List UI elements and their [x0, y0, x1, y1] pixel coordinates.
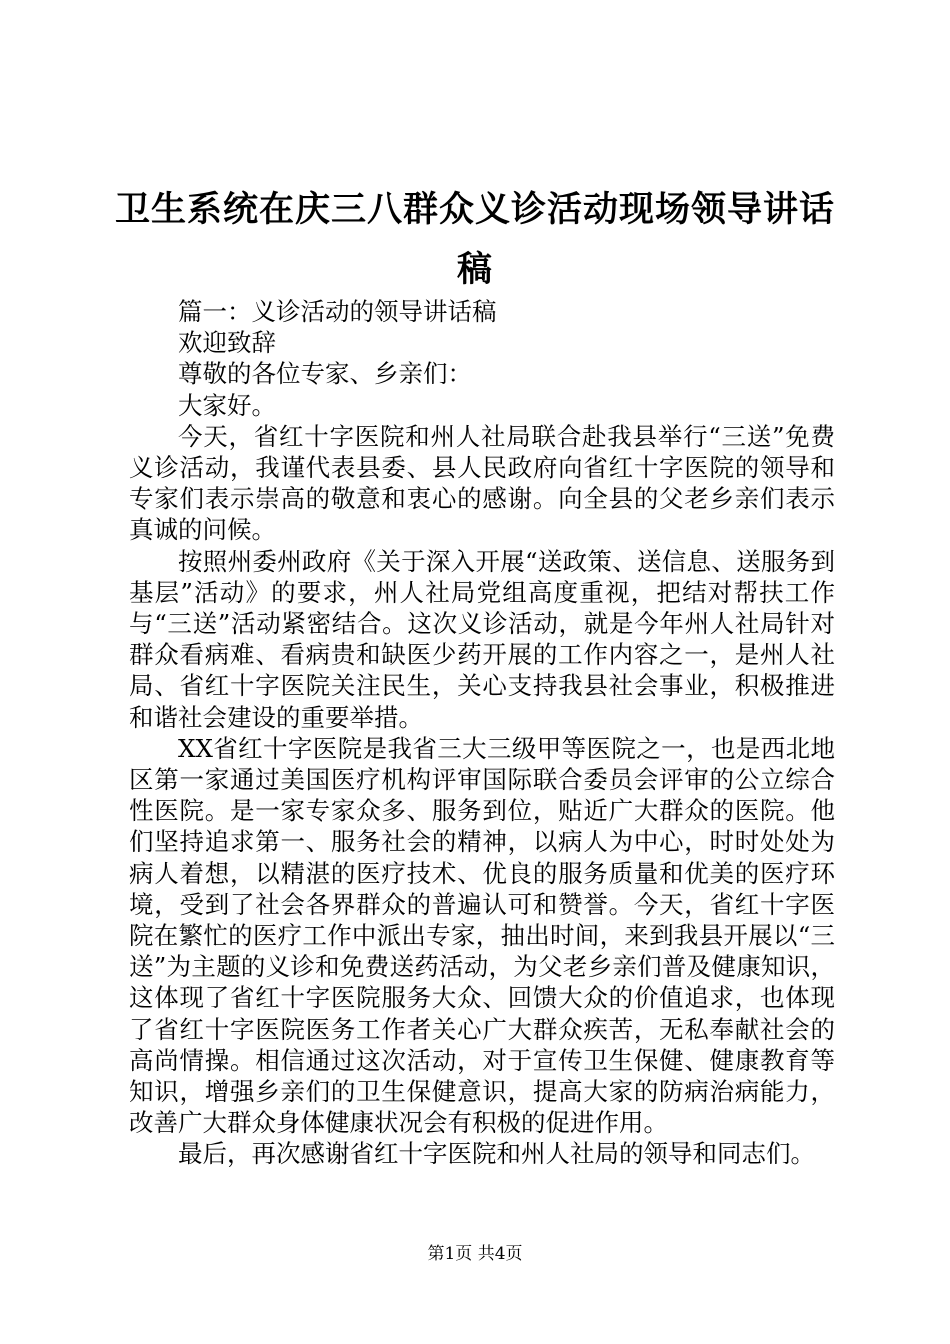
document-title: 卫生系统在庆三八群众义诊活动现场领导讲话稿: [114, 190, 835, 290]
paragraph: 按照州委州政府《关于深入开展“送政策、送信息、送服务到基层”活动》的要求，州人社局党组高度重视，把结对帮扶工作与“三送”活动紧密结合。这次义诊活动，就是今年州人社局针对群众看病难、看病贵和缺医少药开展的工作内容之一，是州人社局、省红十字医院关注民生，关心支持我县社会事业，积极推进和谐社会建设的重要举措。: [129, 546, 835, 732]
section-heading: 篇一：义诊活动的领导讲话稿: [178, 297, 497, 326]
page-number: 第1页 共4页: [427, 1244, 523, 1264]
document-body: [129, 296, 835, 1170]
subheading: 欢迎致辞: [178, 328, 276, 358]
salutation: 尊敬的各位专家、乡亲们：: [178, 359, 472, 389]
paragraph: 今天，省红十字医院和州人社局联合赴我县举行“三送”免费义诊活动，我谨代表县委、县人民政府向省红十字医院的领导和专家们表示崇高的敬意和衷心的感谢。向全县的父老乡亲们表示真诚的问候。: [129, 421, 835, 545]
greeting: 大家好。: [178, 390, 276, 420]
paragraph: 最后，再次感谢省红十字医院和州人社局的领导和同志们。: [178, 1139, 815, 1169]
paragraph: XX省红十字医院是我省三大三级甲等医院之一，也是西北地区第一家通过美国医疗机构评审国际联合委员会评审的公立综合性医院。是一家专家众多、服务到位，贴近广大群众的医院。他们坚持追求第一、服务社会的精神，以病人为中心，时时处处为病人着想，以精湛的医疗技术、优良的服务质量和优美的医疗环境，受到了社会各界群众的普遍认可和赞誉。今天，省红十字医院在繁忙的医疗工作中派出专家，抽出时间，来到我县开展以“三送”为主题的义诊和免费送药活动，为父老乡亲们普及健康知识，这体现了省红十字医院服务大众、回馈大众的价值追求，也体现了省红十字医院医务工作者关心广大群众疾苦，无私奉献社会的高尚情操。相信通过这次活动，对于宣传卫生保健、健康教育等知识，增强乡亲们的卫生保健意识，提高大家的防病治病能力，改善广大群众身体健康状况会有积极的促进作用。: [129, 733, 835, 1138]
